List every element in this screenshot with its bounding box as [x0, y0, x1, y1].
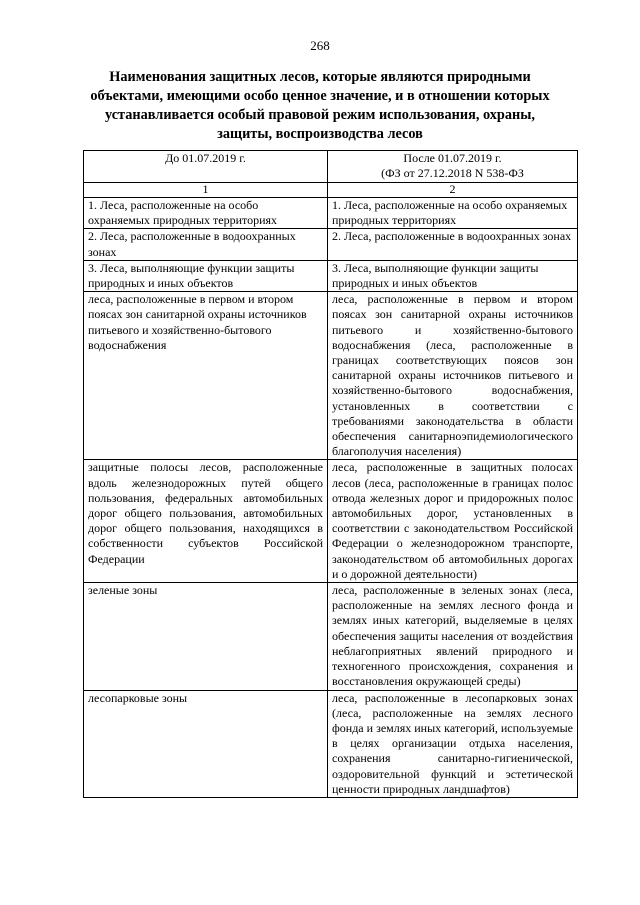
column-number-1: 1: [84, 183, 328, 198]
table-row: [84, 229, 578, 260]
cell-before: леса, расположенные в первом и втором поясах зон санитарной охраны источников питьевого и хозяйственно-бытового водоснабжения: [84, 292, 328, 460]
cell-after: 1. Леса, расположенные на особо охраняемых природных территориях: [328, 198, 578, 229]
header-after: После 01.07.2019 г. (ФЗ от 27.12.2018 N 538-ФЗ: [328, 151, 578, 183]
cell-after: 2. Леса, расположенные в водоохранных зонах: [328, 229, 578, 260]
cell-before: защитные полосы лесов, расположенные вдоль железнодорожных путей общего пользования, федеральных автомобильных дорог общего пользования, автомобильных дорог общего пользования, находящихся в собственности субъектов Российской Федерации: [84, 460, 328, 583]
cell-before: 2. Леса, расположенные в водоохранных зонах: [84, 229, 328, 260]
cell-after: леса, расположенные в защитных полосах лесов (леса, расположенные в границах полос отвода железных дорог и придорожных полос автомобильных дорог, установленных в соответствии с законодательством Российской Федерации о железнодорожном транспорте, законодательством об автомобильных дорогах и о дорожной деятельности): [328, 460, 578, 583]
cell-before: 1. Леса, расположенные на особо охраняемых природных территориях: [84, 198, 328, 229]
page-number: 268: [310, 38, 330, 53]
column-number-2: 2: [328, 183, 578, 198]
document-title: Наименования защитных лесов, которые являются природными объектами, имеющими особо ценное значение, и в отношении которых устанавливается особый правовой режим использования, охраны, защиты, воспроизводства лесов: [90, 69, 550, 142]
table-row: [84, 690, 578, 797]
cell-after: 3. Леса, выполняющие функции защиты природных и иных объектов: [328, 260, 578, 291]
table-row: [84, 460, 578, 583]
cell-after: леса, расположенные в лесопарковых зонах (леса, расположенные на землях лесного фонда и землях иных категорий, используемые в целях организации отдыха населения, сохранения санитарно-гигиенической, оздоровительной функций и эстетической ценности природных ландшафтов): [328, 690, 578, 797]
table-row: [84, 292, 578, 460]
cell-after: леса, расположенные в первом и втором поясах зон санитарной охраны источников питьевого и хозяйственно-бытового водоснабжения (леса, расположенные в границах соответствующих поясов зон санитарной охраны источников питьевого и хозяйственно-бытового водоснабжения, установленных в соответствии с требованиями законодательства в области обеспечения санитарноэпидемиологического благополучия населения): [328, 292, 578, 460]
cell-before: лесопарковые зоны: [84, 690, 328, 797]
cell-before: 3. Леса, выполняющие функции защиты природных и иных объектов: [84, 260, 328, 291]
cell-before: зеленые зоны: [84, 583, 328, 690]
table-header-row: [84, 151, 578, 183]
column-number-row: [84, 183, 578, 198]
cell-after: леса, расположенные в зеленых зонах (леса, расположенные на землях лесного фонда и землях иных категорий, выделяемые в целях обеспечения защиты населения от воздействия неблагоприятных явлений природного и техногенного происхождения, сохранения и восстановления окружающей среды): [328, 583, 578, 690]
table-row: [84, 583, 578, 690]
header-before: До 01.07.2019 г.: [84, 151, 328, 183]
table-row: [84, 260, 578, 291]
comparison-table: [83, 150, 578, 798]
table-row: [84, 198, 578, 229]
